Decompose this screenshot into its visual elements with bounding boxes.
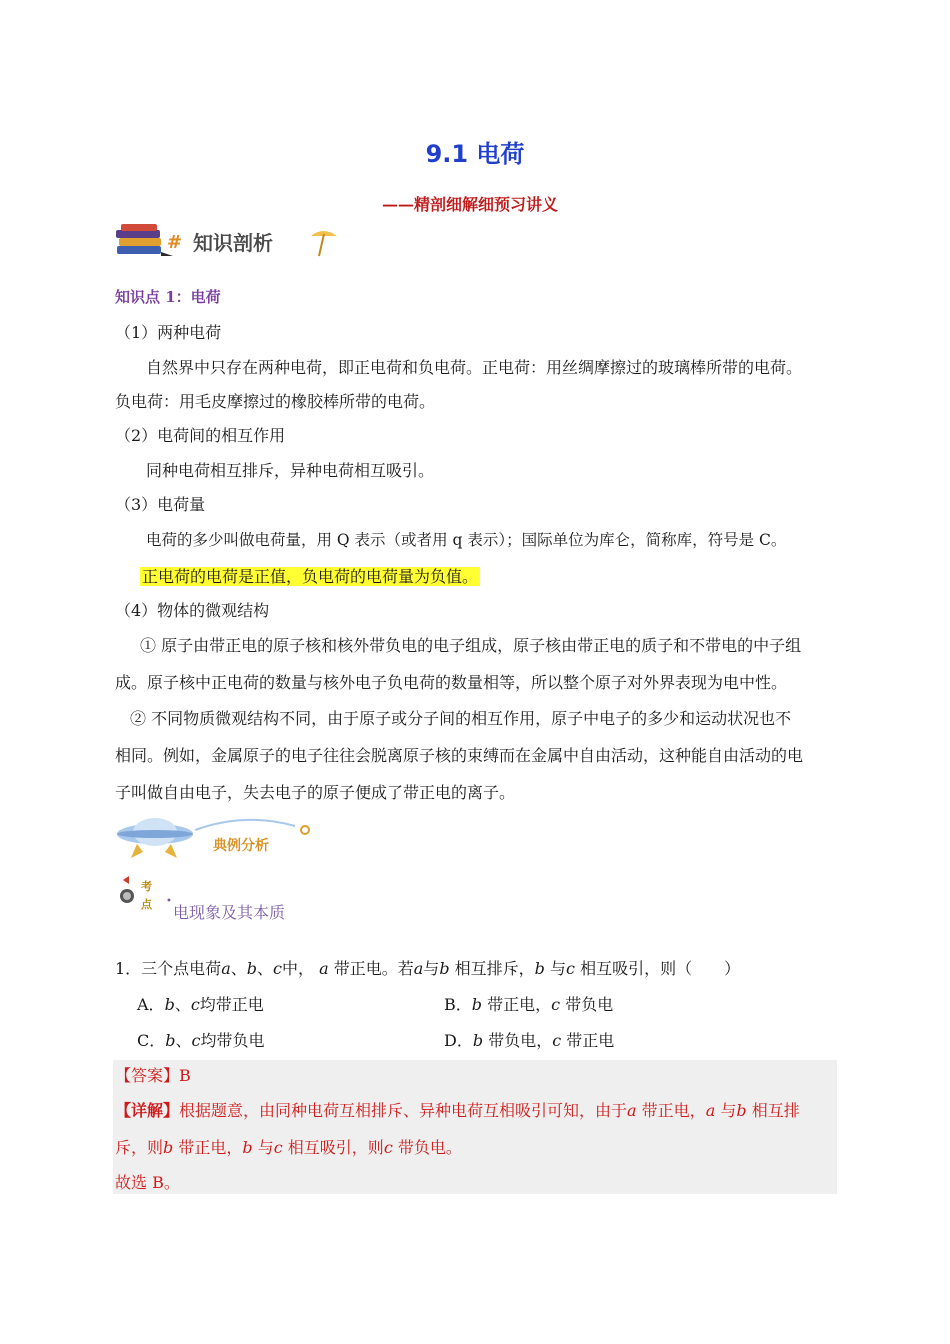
highlight-text: 正电荷的电荷是正值，负电荷的电荷量为负值。 bbox=[142, 567, 479, 586]
var-b: b bbox=[471, 995, 483, 1014]
answer-detail-line-1 bbox=[115, 1100, 800, 1122]
separator: 、 bbox=[230, 959, 247, 978]
exam-point-badge bbox=[115, 874, 165, 924]
section-heading: （3）电荷量 bbox=[115, 495, 206, 514]
var-a: a bbox=[221, 959, 231, 978]
books-icon bbox=[115, 222, 345, 262]
stem-text: 相互吸引，则（ ） bbox=[580, 959, 741, 978]
highlighted-note bbox=[140, 566, 480, 588]
detail-text: 带正电， bbox=[641, 1101, 706, 1120]
paragraph: ② 不同物质微观结构不同，由于原子或分子间的相互作用，原子中电子的多少和运动状况也不 bbox=[130, 709, 792, 728]
stem-text: 中， bbox=[281, 959, 314, 978]
exam-point-icon bbox=[115, 874, 165, 920]
var-c: c bbox=[273, 959, 282, 978]
detail-text: 相互吸引，则 bbox=[287, 1138, 384, 1157]
var-c: c bbox=[552, 1031, 562, 1050]
var-b: b bbox=[246, 959, 257, 978]
option-text: 带负电 bbox=[565, 995, 614, 1014]
paragraph: 自然界中只存在两种电荷，即正电荷和负电荷。正电荷：用丝绸摩擦过的玻璃棒所带的电荷。 bbox=[146, 358, 803, 377]
rocket-icon bbox=[115, 812, 315, 862]
var-b: b bbox=[472, 1031, 484, 1050]
var-b: b bbox=[242, 1138, 253, 1157]
svg-text:#: # bbox=[167, 232, 183, 253]
badge-char-1: 考 bbox=[141, 880, 152, 893]
page-subtitle: ——精剖细解细预习讲义 bbox=[382, 195, 559, 214]
var-a: a bbox=[413, 959, 424, 978]
detail-label: 【详解】 bbox=[115, 1101, 180, 1120]
var-c: c bbox=[551, 995, 561, 1014]
page-title: 9.1 电荷 bbox=[425, 140, 525, 168]
var-b: b bbox=[164, 995, 175, 1014]
option-text: 带负电， bbox=[488, 1031, 553, 1050]
option-text: 均带负电 bbox=[200, 1031, 265, 1050]
separator: 、 bbox=[175, 1031, 192, 1050]
banner-label: 知识剖析 bbox=[193, 231, 273, 255]
option-prefix: B． bbox=[444, 995, 472, 1014]
paragraph: ① 原子由带正电的原子核和核外带负电的电子组成，原子核由带正电的质子和不带电的中子组 bbox=[140, 636, 802, 655]
detail-text: 带负电。 bbox=[397, 1138, 462, 1157]
var-b: b bbox=[736, 1101, 747, 1120]
answer-box bbox=[113, 1060, 837, 1194]
stem-text: 与 bbox=[423, 959, 440, 978]
var-c: c bbox=[191, 1031, 201, 1050]
badge-char-2: 点 bbox=[141, 898, 152, 911]
paragraph: 成。原子核中正电荷的数量与核外电子负电荷的数量相等，所以整个原子对外界表现为电中性。 bbox=[115, 673, 788, 692]
var-c: c bbox=[273, 1138, 283, 1157]
var-a: a bbox=[319, 959, 329, 978]
paragraph: 电荷的多少叫做电荷量，用 Q 表示（或者用 q 表示）；国际单位为库仑，简称库，符号是 C。 bbox=[146, 531, 787, 549]
paragraph: 同种电荷相互排斥，异种电荷相互吸引。 bbox=[146, 461, 435, 480]
option-prefix: C． bbox=[137, 1031, 166, 1050]
bullet-dot: • bbox=[166, 896, 172, 907]
stem-text: 与 bbox=[550, 959, 567, 978]
var-b: b bbox=[163, 1138, 174, 1157]
paragraph: 子叫做自由电子，失去电子的原子便成了带正电的离子。 bbox=[115, 783, 516, 802]
paragraph: 负电荷：用毛皮摩擦过的橡胶棒所带的电荷。 bbox=[115, 392, 436, 411]
option-d[interactable] bbox=[444, 1030, 614, 1052]
section-heading: （4）物体的微观结构 bbox=[115, 601, 270, 620]
section-heading: （1）两种电荷 bbox=[115, 323, 222, 342]
stem-text: 带正电。若 bbox=[333, 959, 414, 978]
paragraph: 相同。例如，金属原子的电子往往会脱离原子核的束缚而在金属中自由活动，这种能自由活动的电 bbox=[115, 746, 804, 765]
detail-text: 相互排 bbox=[751, 1101, 800, 1120]
option-text: 带正电， bbox=[487, 995, 552, 1014]
detail-text: 带正电， bbox=[178, 1138, 243, 1157]
option-text: 带正电 bbox=[566, 1031, 615, 1050]
answer-final: 故选 B。 bbox=[115, 1173, 180, 1192]
section-heading: （2）电荷间的相互作用 bbox=[115, 426, 286, 445]
example-banner bbox=[115, 812, 315, 866]
var-c: c bbox=[383, 1138, 393, 1157]
separator: 、 bbox=[257, 959, 274, 978]
knowledge-banner bbox=[115, 222, 345, 266]
stem-text: 相互排斥， bbox=[454, 959, 535, 978]
var-c: c bbox=[190, 995, 200, 1014]
answer-detail-line-2 bbox=[115, 1137, 462, 1159]
example-label: 典例分析 bbox=[213, 838, 269, 854]
detail-text: 与 bbox=[720, 1101, 737, 1120]
option-prefix: D． bbox=[444, 1031, 473, 1050]
detail-text: 斥，则 bbox=[115, 1138, 164, 1157]
detail-text: 与 bbox=[257, 1138, 274, 1157]
var-b: b bbox=[165, 1031, 176, 1050]
question-stem bbox=[115, 958, 740, 980]
stem-text: 1．三个点电荷 bbox=[115, 959, 222, 978]
option-c[interactable] bbox=[137, 1030, 265, 1052]
detail-text: 根据题意，由同种电荷互相排斥、异种电荷互相吸引可知，由于 bbox=[179, 1101, 628, 1120]
separator: 、 bbox=[174, 995, 191, 1014]
var-b: b bbox=[439, 959, 450, 978]
var-c: c bbox=[566, 959, 575, 978]
knowledge-point-title: 知识点 1：电荷 bbox=[115, 288, 221, 306]
exam-point-text: 电现象及其本质 bbox=[173, 903, 286, 922]
option-b[interactable] bbox=[444, 994, 613, 1016]
var-b: b bbox=[534, 959, 545, 978]
option-text: 均带正电 bbox=[199, 995, 264, 1014]
var-a: a bbox=[705, 1101, 716, 1120]
var-a: a bbox=[627, 1101, 637, 1120]
answer-label: 【答案】B bbox=[115, 1066, 191, 1085]
option-prefix: A． bbox=[137, 995, 165, 1014]
option-a[interactable] bbox=[137, 994, 264, 1016]
